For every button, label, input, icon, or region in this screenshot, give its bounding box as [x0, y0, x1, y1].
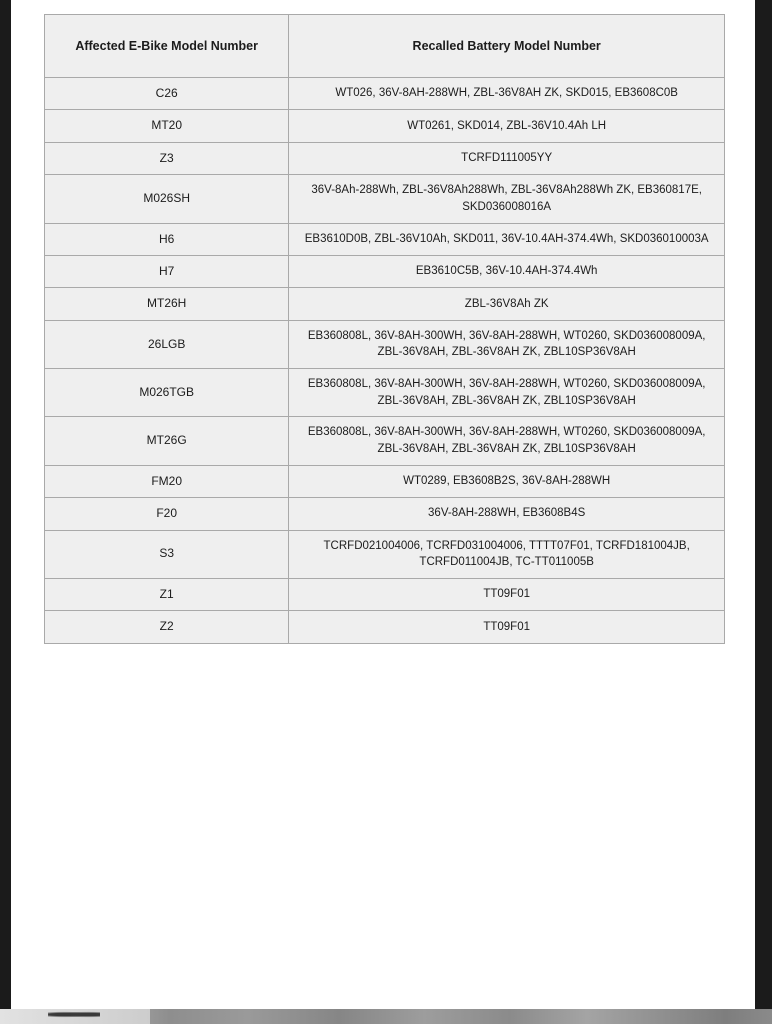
cell-battery-model: TT09F01: [289, 578, 725, 610]
table-row: [45, 369, 725, 417]
column-header-battery-model: Recalled Battery Model Number: [289, 15, 725, 78]
cell-ebike-model: Z3: [45, 142, 289, 174]
cell-battery-model: WT0261, SKD014, ZBL-36V10.4Ah LH: [289, 110, 725, 142]
cell-battery-model: TCRFD111005YY: [289, 142, 725, 174]
cell-battery-model: WT026, 36V-8AH-288WH, ZBL-36V8AH ZK, SKD015, EB3608C0B: [289, 78, 725, 110]
cell-ebike-model: Z2: [45, 611, 289, 643]
table-header-row: [45, 15, 725, 78]
table-row: [45, 530, 725, 578]
left-letterbox-bar: [0, 0, 11, 1024]
cell-battery-model: EB360808L, 36V-8AH-300WH, 36V-8AH-288WH, WT0260, SKD036008009A, ZBL-36V8AH, ZBL-36V8AH ZK, ZBL10SP36V8AH: [289, 320, 725, 368]
cell-battery-model: EB360808L, 36V-8AH-300WH, 36V-8AH-288WH, WT0260, SKD036008009A, ZBL-36V8AH, ZBL-36V8AH ZK, ZBL10SP36V8AH: [289, 369, 725, 417]
cell-battery-model: WT0289, EB3608B2S, 36V-8AH-288WH: [289, 465, 725, 497]
table-row: [45, 498, 725, 530]
table-row: [45, 255, 725, 287]
cell-ebike-model: MT26G: [45, 417, 289, 465]
cell-ebike-model: S3: [45, 530, 289, 578]
table-row: [45, 320, 725, 368]
cell-ebike-model: M026SH: [45, 175, 289, 223]
table-row: [45, 578, 725, 610]
table-row: [45, 288, 725, 320]
cell-ebike-model: Z1: [45, 578, 289, 610]
table-row: [45, 611, 725, 643]
table-header: [45, 15, 725, 78]
table-body: [45, 78, 725, 644]
right-letterbox-bar: [755, 0, 772, 1024]
cell-ebike-model: FM20: [45, 465, 289, 497]
table-row: [45, 223, 725, 255]
cell-battery-model: ZBL-36V8Ah ZK: [289, 288, 725, 320]
cell-ebike-model: H6: [45, 223, 289, 255]
cell-ebike-model: C26: [45, 78, 289, 110]
cell-ebike-model: F20: [45, 498, 289, 530]
cell-ebike-model: MT26H: [45, 288, 289, 320]
recalled-battery-table: [44, 14, 725, 644]
background-photo-strip: [0, 1009, 772, 1024]
cell-ebike-model: M026TGB: [45, 369, 289, 417]
cell-battery-model: EB360808L, 36V-8AH-300WH, 36V-8AH-288WH, WT0260, SKD036008009A, ZBL-36V8AH, ZBL-36V8AH ZK, ZBL10SP36V8AH: [289, 417, 725, 465]
document-page: [11, 0, 755, 1009]
column-header-ebike-model: Affected E-Bike Model Number: [45, 15, 289, 78]
cell-battery-model: 36V-8AH-288WH, EB3608B4S: [289, 498, 725, 530]
table-row: [45, 175, 725, 223]
table-row: [45, 465, 725, 497]
cell-battery-model: 36V-8Ah-288Wh, ZBL-36V8Ah288Wh, ZBL-36V8Ah288Wh ZK, EB360817E, SKD036008016A: [289, 175, 725, 223]
table-row: [45, 78, 725, 110]
table-row: [45, 142, 725, 174]
table-row: [45, 417, 725, 465]
cell-ebike-model: H7: [45, 255, 289, 287]
cell-battery-model: EB3610D0B, ZBL-36V10Ah, SKD011, 36V-10.4AH-374.4Wh, SKD036010003A: [289, 223, 725, 255]
cell-ebike-model: MT20: [45, 110, 289, 142]
cell-battery-model: TCRFD021004006, TCRFD031004006, TTTT07F01, TCRFD181004JB, TCRFD011004JB, TC-TT011005B: [289, 530, 725, 578]
cell-battery-model: EB3610C5B, 36V-10.4AH-374.4Wh: [289, 255, 725, 287]
table-row: [45, 110, 725, 142]
cell-battery-model: TT09F01: [289, 611, 725, 643]
cell-ebike-model: 26LGB: [45, 320, 289, 368]
